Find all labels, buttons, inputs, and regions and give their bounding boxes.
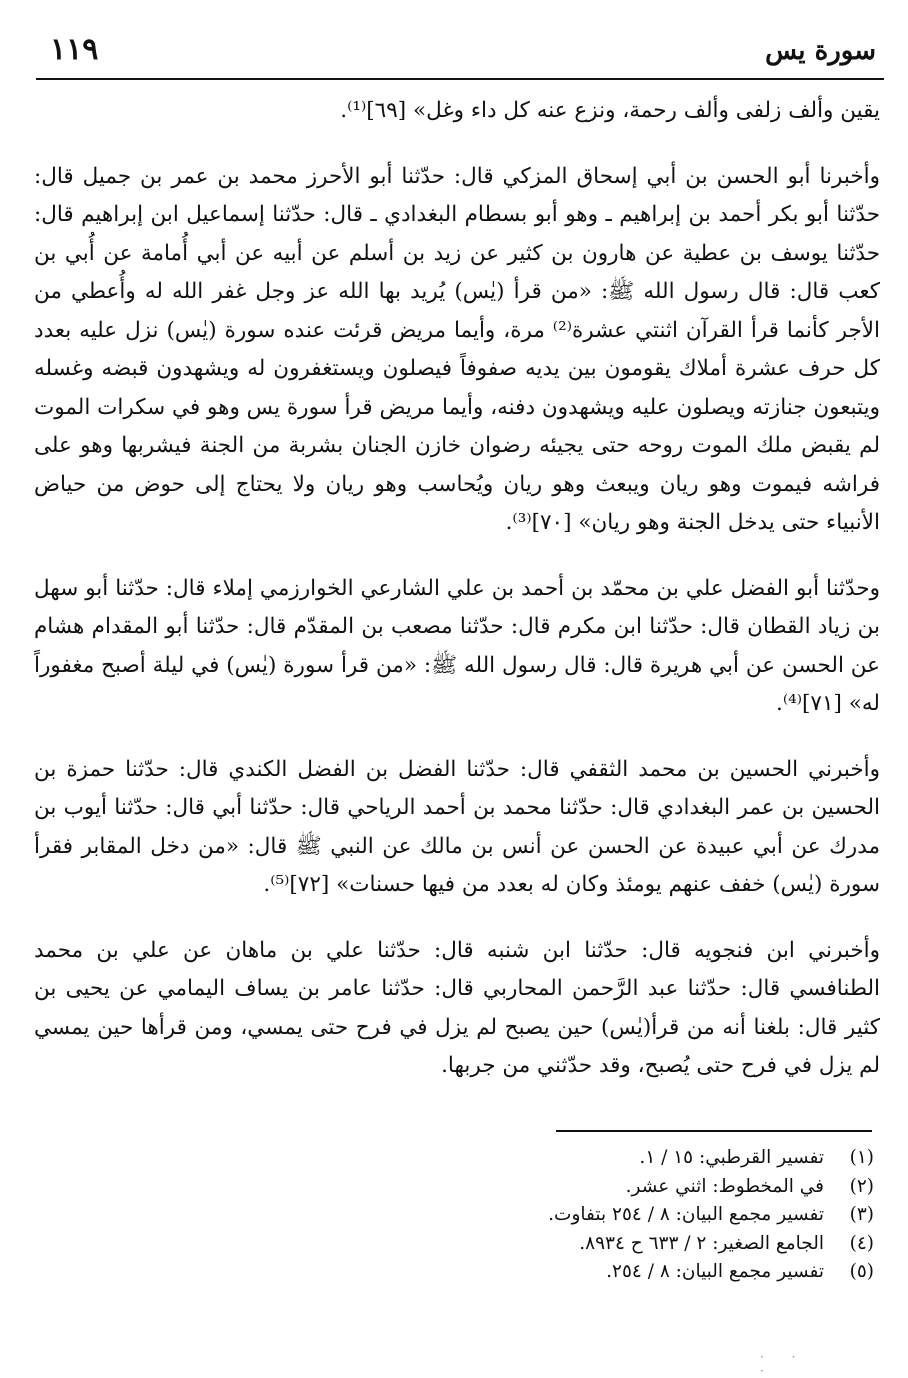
footnote-number: (٣) [849, 1204, 874, 1225]
body-text [34, 92, 880, 1086]
footnote-number: (٥) [849, 1261, 874, 1282]
paragraph-2: وأخبرنا أبو الحسن بن أبي إسحاق المزكي قال: حدّثنا أبو الأحرز محمد بن عمر بن جميل قال: حدّثنا أبو بكر أحمد بن إبراهيم ـ وهو أبو بسطام البغدادي ـ قال: حدّثنا إسماعيل ابن إبراهيم قال: حدّثنا يوسف بن عطية عن هارون بن كثير عن زيد بن أسلم عن أبيه عن أبي أُمامة عن أُبي بن كعب قال: قال رسول الله ﷺ: «من قرأ (يٰس) يُريد بها الله عز وجل غفر الله له وأُعطي من الأجر كأنما قرأ القرآن اثنتي عشرة⁽²⁾ مرة، وأيما مريض قرئت عنده سورة (يٰس) نزل عليه بعدد كل حرف عشرة أملاك يقومون بين يديه صفوفاً فيصلون ويستغفرون له ويشهدون قبضه وغسله ويتبعون جنازته ويصلون عليه ويشهدون دفنه، وأيما مريض قرأ سورة يس وهو في سكرات الموت لم يقبض ملك الموت روحه حتى يجيئه رضوان خازن الجنان بشربة من الجنة فيشربها وهو على فراشه فيموت وهو ريان ويبعث وهو ريان ويُحاسب وهو ريان ولا يحتاج إلى حوض من حياض الأنبياء حتى يدخل الجنة وهو ريان» [٧٠]⁽³⁾. [34, 163, 880, 535]
footnote-item [334, 1230, 874, 1259]
page-number: ١١٩ [50, 32, 99, 67]
footnote-text: تفسير مجمع البيان: ٨ / ٢٥٤ بتفاوت. [548, 1204, 824, 1225]
footnote-item [334, 1201, 874, 1230]
paragraph-4: وأخبرني الحسين بن محمد الثقفي قال: حدّثنا الفضل بن الفضل الكندي قال: حدّثنا حمزة بن الحسين بن عمر البغدادي قال: حدّثنا محمد بن أحمد الرياحي قال: حدّثنا أبي قال: حدّثنا أيوب بن مدرك عن أبي عبيدة عن الحسن عن أنس بن مالك عن النبي ﷺ قال: «من دخل المقابر فقرأ سورة (يٰس) خفف عنهم يومئذ وكان له بعدد من فيها حسنات» [٧٢]⁽⁵⁾. [34, 756, 880, 897]
footnote-number: (٢) [849, 1175, 874, 1197]
footnote-text: الجامع الصغير: ٢ / ٦٣٣ ح ٨٩٣٤. [579, 1232, 824, 1254]
footnote-divider [556, 1130, 872, 1132]
paragraph-1: يقين وألف زلفى وألف رحمة، ونزع عنه كل داء وغل» [٦٩]⁽¹⁾. [340, 98, 880, 123]
footnote-item [334, 1173, 874, 1202]
page-header [36, 30, 884, 80]
footnote-text: في المخطوط: اثني عشر. [625, 1175, 824, 1197]
running-title: سورة يس [765, 36, 876, 66]
paragraph-5: وأخبرني ابن فنجويه قال: حدّثنا ابن شنبه قال: حدّثنا علي بن ماهان عن علي بن محمد الطنافسي قال: حدّثنا عبد الرَّحمن المحاربي قال: حدّثنا عامر بن يساف اليمامي عن يحيى بن كثير قال: بلغنا أنه من قرأ(يٰس) حين يصبح لم يزل في فرح حتى يمسي، ومن قرأها حين يمسي لم يزل في فرح حتى يُصبح، وقد حدّثني من جربها. [34, 937, 880, 1078]
footnote-item [334, 1144, 874, 1173]
footnotes-list [334, 1144, 874, 1287]
footnote-number: (١) [849, 1147, 874, 1168]
footnote-item [334, 1258, 874, 1287]
footnote-text: تفسير القرطبي: ١٥ / ١. [639, 1147, 824, 1168]
scan-specks: · · · [760, 1350, 808, 1378]
footnote-number: (٤) [849, 1232, 874, 1254]
footnote-text: تفسير مجمع البيان: ٨ / ٢٥٤. [606, 1261, 824, 1282]
paragraph-3: وحدّثنا أبو الفضل علي بن محمّد بن أحمد بن علي الشارعي الخوارزمي إملاء قال: حدّثنا أبو سهل بن زياد القطان قال: حدّثنا ابن مكرم قال: حدّثنا مصعب بن المقدّم قال: حدّثنا أبو المقدام هشام عن الحسن عن أبي هريرة قال: قال رسول الله ﷺ: «من قرأ سورة (يٰس) في ليلة أصبح مغفوراً له» [٧١]⁽⁴⁾. [34, 575, 880, 716]
